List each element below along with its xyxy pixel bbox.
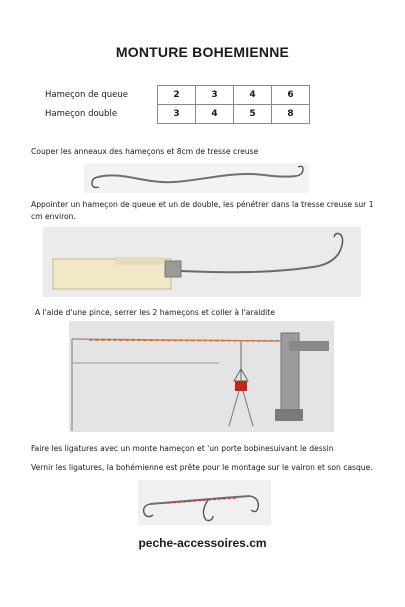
row-label-tail-hook: Hameçon de queue [45, 90, 129, 100]
table-cell: 6 [272, 86, 310, 105]
table-row [45, 105, 310, 124]
photo-hooks-and-braid [84, 163, 309, 193]
table-cell: 8 [272, 105, 310, 124]
page-title: MONTURE BOHEMIENNE [115, 44, 290, 60]
table-cell: 3 [196, 86, 234, 105]
hook-size-table [45, 85, 310, 124]
table-cell: 4 [196, 105, 234, 124]
table-row [45, 86, 310, 105]
photo-clamp-assembly [43, 227, 361, 297]
step-5-text: Vernir les ligatures, la bohémienne est prête pour le montage sur le vairon et son casque. [31, 463, 373, 472]
table-cell: 2 [158, 86, 196, 105]
step-2-text: Appointer un hameçon de queue et un de double, les pénétrer dans la tresse creuse sur 1 cm environ. [31, 200, 374, 221]
row-label-double-hook: Hameçon double [45, 109, 118, 119]
step-1-text: Couper les anneaux des hameçons et 8cm de tresse creuse [31, 147, 259, 156]
step-4-text: Faire les ligatures avec un monte hameçon et 'un porte bobinesuivant le dessin [31, 444, 334, 453]
table-cell: 4 [234, 86, 272, 105]
photo-tying-vise [69, 321, 334, 432]
table-cell: 3 [158, 105, 196, 124]
site-footer: peche-accessoires.cm [138, 536, 267, 550]
step-3-text: A l'aide d'une pince, serrer les 2 hameçons et coller à l'araldite [35, 308, 275, 317]
table-cell: 5 [234, 105, 272, 124]
photo-finished-bohemienne [138, 480, 271, 525]
